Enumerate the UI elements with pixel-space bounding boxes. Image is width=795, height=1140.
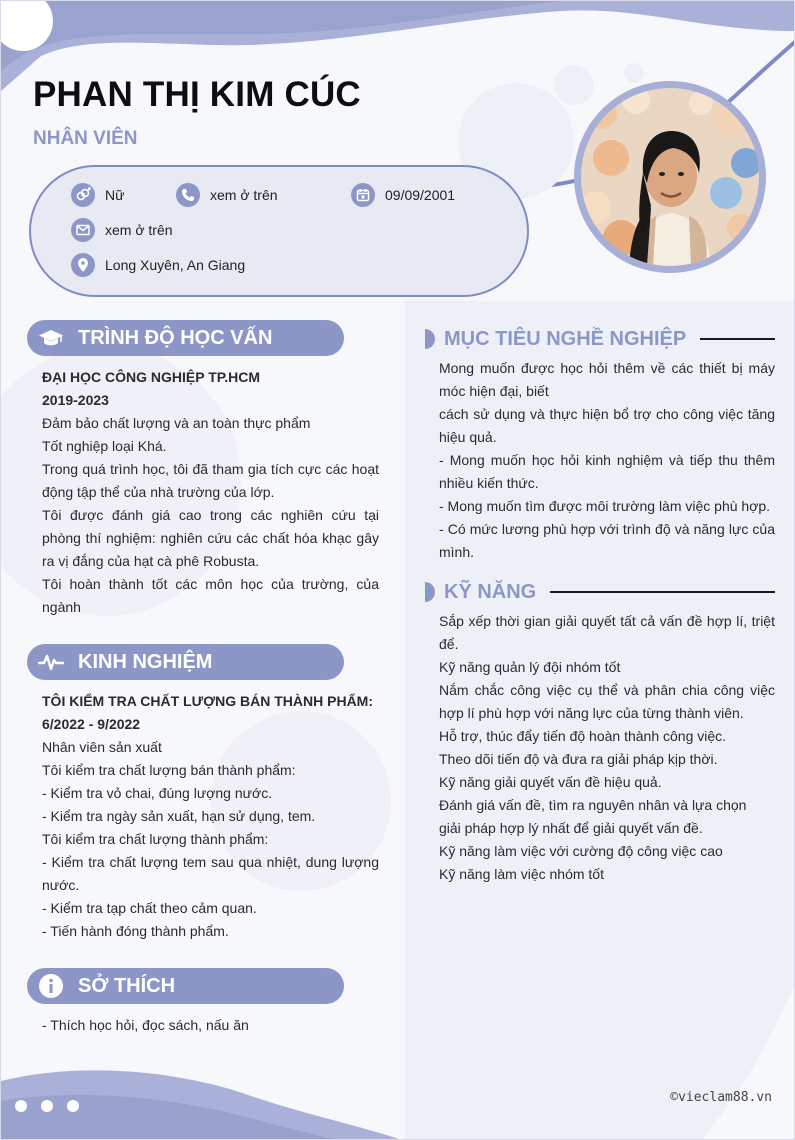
contact-email (71, 218, 173, 242)
candidate-name: PHAN THỊ KIM CÚC (33, 75, 361, 114)
experience-line: - Kiểm tra chất lượng tem sau qua nhiệt, dung lượng nước. (42, 854, 379, 893)
calendar-icon (351, 183, 375, 207)
objective-line: - Mong muốn học hỏi kinh nghiệm và tiếp thu thêm nhiều kiến thức. (439, 452, 775, 491)
skills-content (439, 610, 775, 886)
skills-line: Nắm chắc công việc cụ thể và phân chia công việc hợp lí phù hợp với năng lực của từng thành viên. (439, 682, 775, 721)
objective-line: - Có mức lương phù hợp với trình độ và năng lực của mình. (439, 521, 775, 560)
gender-value: Nữ (105, 187, 125, 203)
avatar (581, 88, 759, 266)
objective-line: Mong muốn được học hỏi thêm về các thiết bị máy móc hiện đại, biết (439, 360, 775, 399)
location-pin-icon (71, 253, 95, 277)
skills-line: Kỹ năng giải quyết vấn đề hiệu quả. (439, 774, 662, 790)
skills-line: Theo dõi tiến độ và đưa ra giải pháp kịp thời. (439, 751, 718, 767)
hobbies-title: SỞ THÍCH (78, 974, 176, 997)
graduation-cap-icon (38, 325, 64, 351)
skills-header (423, 580, 775, 604)
objective-content (439, 357, 775, 564)
contact-phone (176, 183, 278, 207)
hobbies-content (42, 1014, 379, 1037)
contact-gender (71, 183, 124, 207)
phone-value: xem ở trên (210, 187, 278, 203)
skills-line: Đánh giá vấn đề, tìm ra nguyên nhân và lựa chọn (439, 797, 747, 813)
education-period: 2019-2023 (42, 392, 109, 408)
education-line: Tốt nghiệp loại Khá. (42, 438, 167, 454)
education-title: TRÌNH ĐỘ HỌC VẤN (78, 326, 273, 349)
email-value: xem ở trên (105, 222, 173, 238)
experience-header (27, 644, 344, 680)
objective-title: MỤC TIÊU NGHỀ NGHIỆP (444, 327, 687, 350)
skills-line: giải pháp hợp lý nhất để giải quyết vấn đề. (439, 820, 703, 836)
hobbies-line: - Thích học hỏi, đọc sách, nấu ăn (42, 1017, 249, 1033)
education-content (42, 366, 379, 619)
pulse-icon (38, 649, 64, 675)
gender-icon (71, 183, 95, 207)
objective-line: - Mong muốn tìm được môi trường làm việc phù hợp. (439, 498, 771, 514)
experience-line: - Kiểm tra vỏ chai, đúng lượng nước. (42, 785, 273, 801)
education-line: Tôi hoàn thành tốt các môn học của trường, của ngành (42, 576, 379, 615)
job-title: NHÂN VIÊN (33, 128, 138, 149)
education-line: Đảm bảo chất lượng và an toàn thực phẩm (42, 415, 311, 431)
mail-icon (71, 218, 95, 242)
contact-info-box (29, 165, 529, 297)
experience-title: KINH NGHIỆM (78, 650, 213, 673)
contact-address (71, 253, 245, 277)
education-header (27, 320, 344, 356)
skills-line: Kỹ năng làm việc nhóm tốt (439, 866, 604, 882)
contact-birthday (351, 183, 455, 207)
experience-period: 6/2022 - 9/2022 (42, 716, 141, 732)
divider-line (550, 591, 775, 593)
education-line: Tôi được đánh giá cao trong các nghiên cứu tại phòng thí nghiệm: nghiên cứu các chất hóa khạc gây ra vị đắng của hạt cà phê Robusta. (42, 507, 379, 569)
experience-line: Tôi kiểm tra chất lượng thành phẩm: (42, 831, 269, 847)
skills-line: Kỹ năng quản lý đội nhóm tốt (439, 659, 621, 675)
experience-line: - Tiến hành đóng thành phẩm. (42, 923, 229, 939)
objective-header (423, 327, 775, 351)
phone-icon (176, 183, 200, 207)
objective-line: cách sử dụng và thực hiện bổ trợ cho công việc tăng hiệu quả. (439, 406, 775, 445)
half-circle-icon (423, 329, 435, 349)
skills-line: Kỹ năng làm việc với cường độ công việc cao (439, 843, 723, 859)
half-circle-icon (423, 582, 435, 602)
watermark[interactable]: ©vieclam88.vn (670, 1090, 772, 1105)
divider-line (700, 338, 775, 340)
experience-position: TÔI KIỂM TRA CHẤT LƯỢNG BÁN THÀNH PHẨM: (42, 693, 374, 709)
education-school: ĐẠI HỌC CÔNG NGHIỆP TP.HCM (42, 369, 261, 385)
education-line: Trong quá trình học, tôi đã tham gia tích cực các hoạt động tập thể của nhà trường của lớp. (42, 461, 379, 500)
skills-title: KỸ NĂNG (444, 580, 537, 603)
info-icon (38, 973, 64, 999)
address-value: Long Xuyên, An Giang (105, 257, 246, 273)
skills-line: Hỗ trợ, thúc đẩy tiến độ hoàn thành công việc. (439, 728, 727, 744)
experience-line: - Kiểm tra ngày sản xuất, hạn sử dụng, tem. (42, 808, 316, 824)
experience-line: Tôi kiểm tra chất lượng bán thành phẩm: (42, 762, 296, 778)
experience-line: Nhân viên sản xuất (42, 739, 162, 755)
hobbies-header (27, 968, 344, 1004)
skills-line: Sắp xếp thời gian giải quyết tất cả vấn đề hợp lí, triệt để. (439, 613, 775, 652)
birthday-value: 09/09/2001 (385, 187, 456, 203)
experience-content (42, 690, 379, 943)
experience-line: - Kiểm tra tạp chất theo cảm quan. (42, 900, 257, 916)
